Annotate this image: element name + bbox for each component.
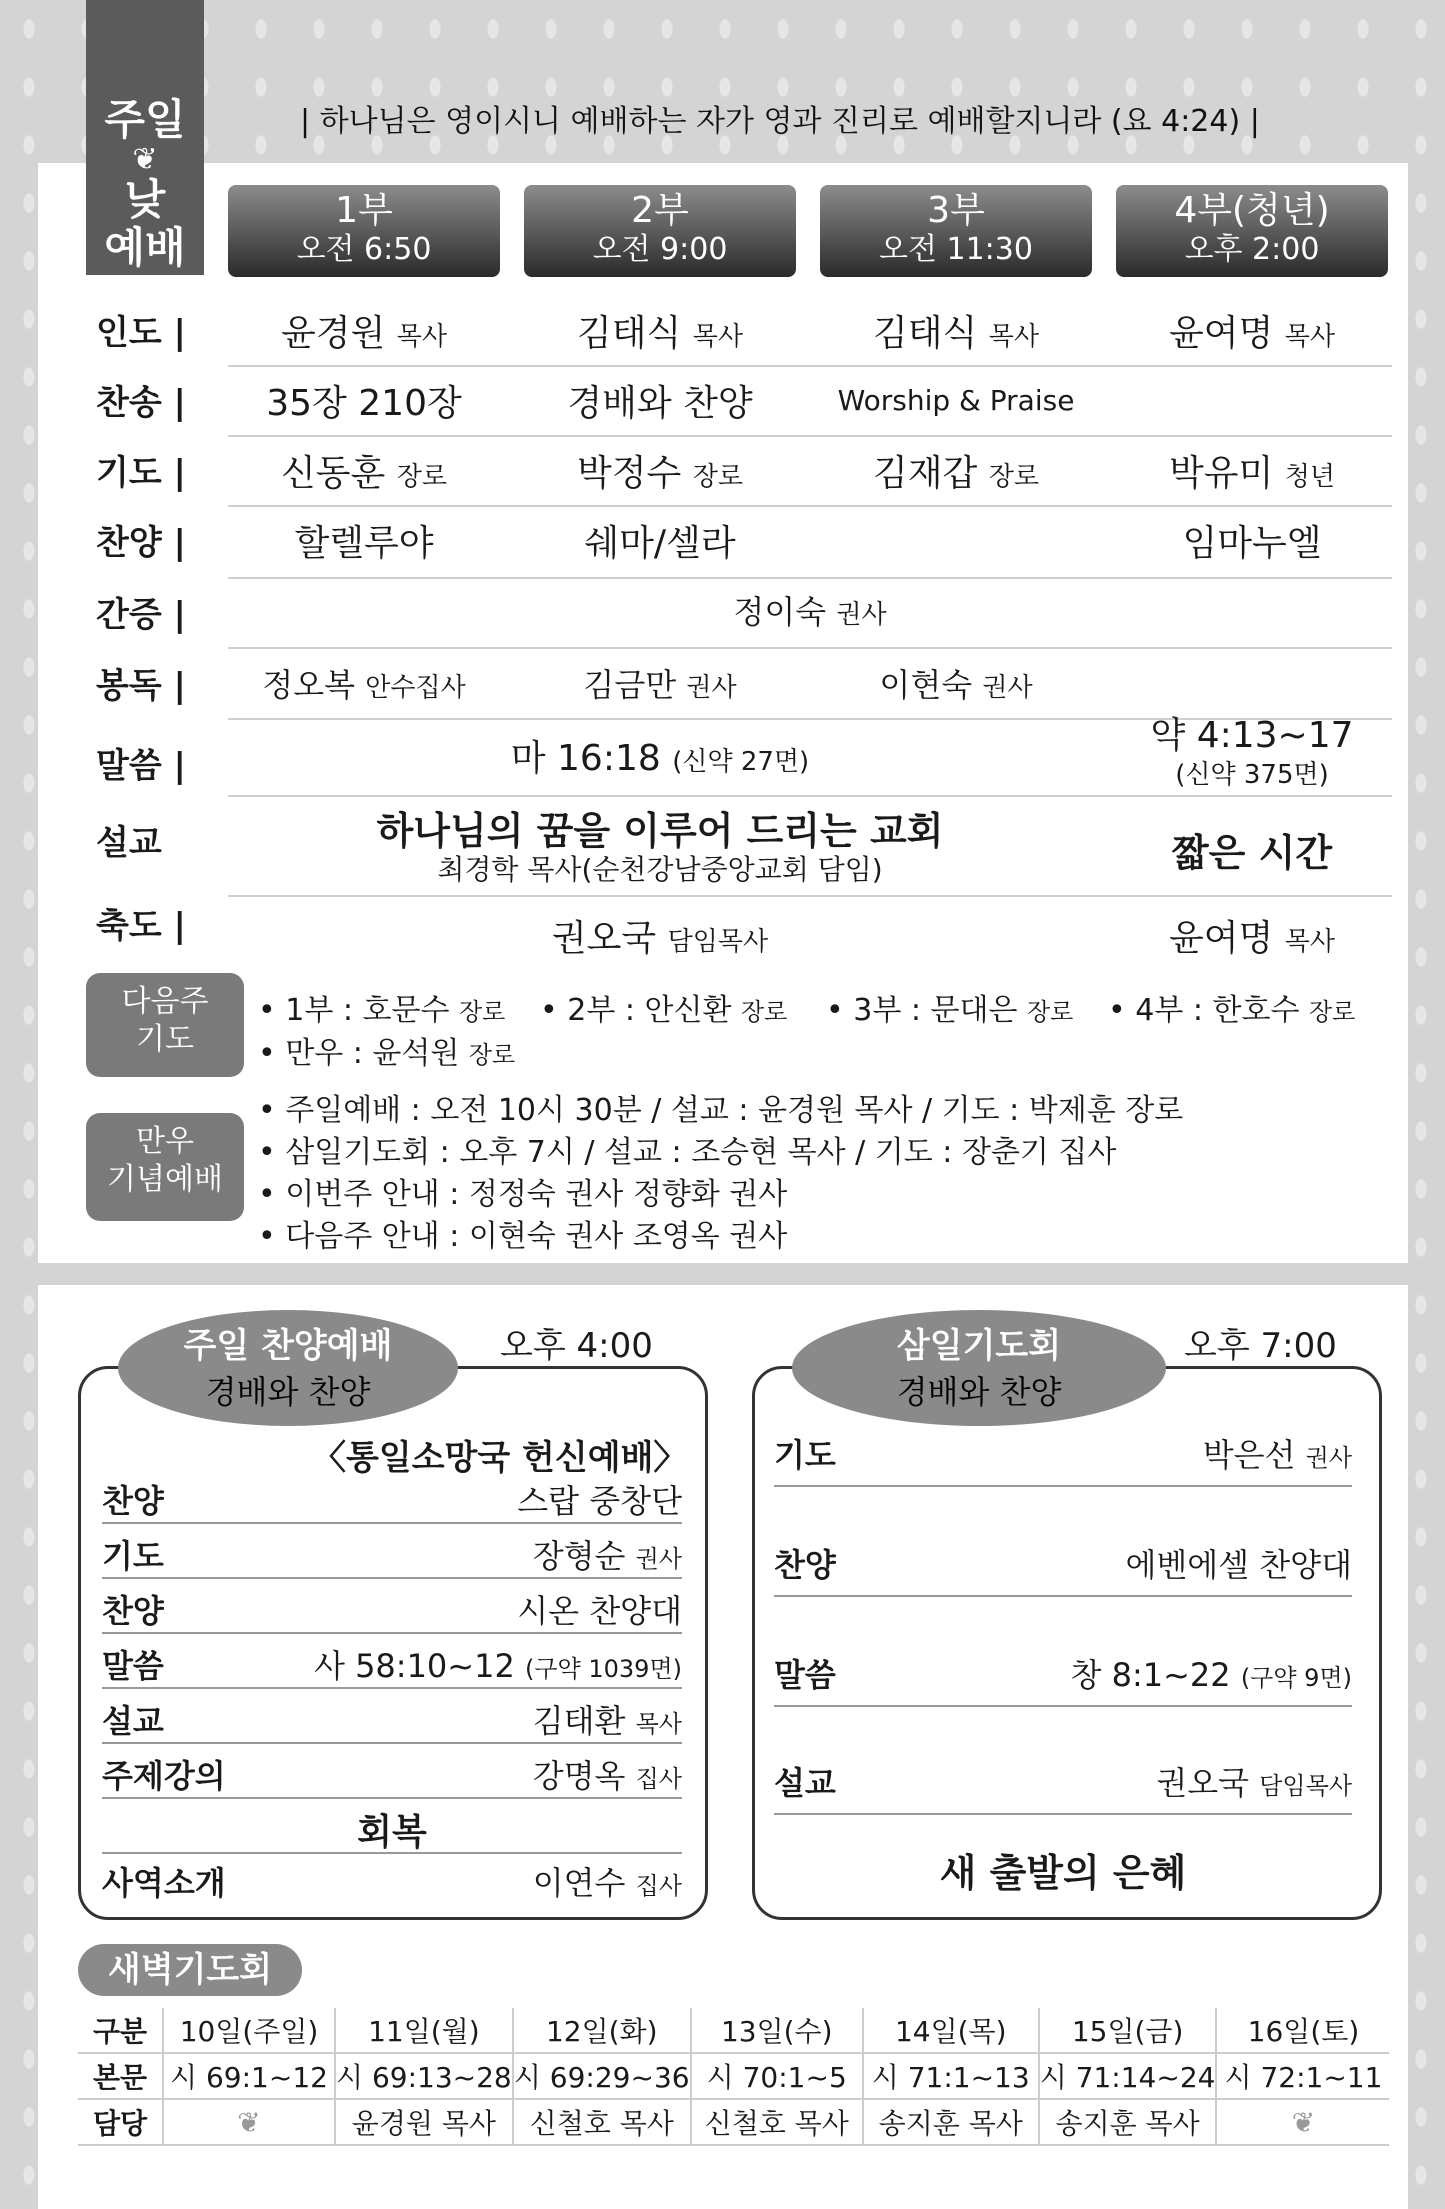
indo-4: 윤여명 목사: [1168, 313, 1335, 354]
service-name: 2부: [631, 190, 689, 231]
wednesday-sermon-title: 새 출발의 은혜: [939, 1851, 1187, 1895]
chansong-2: 경배와 찬양: [567, 383, 753, 424]
indo-2: 김태식 목사: [576, 313, 743, 354]
gido-4: 박유미 청년: [1168, 453, 1335, 494]
row-label-chansong: 찬송 |: [96, 383, 186, 423]
row-label-ganjeung: 간증 |: [96, 595, 186, 635]
tab-line1: 주일: [104, 95, 186, 144]
next-prayer-3: • 3부 : 문대은 장로: [826, 993, 1074, 1028]
wednesday-title: 삼일기도회: [896, 1326, 1062, 1366]
praise-row: 사역소개 이연수 집사: [102, 1864, 682, 1902]
chukdo-youth: 윤여명 목사: [1168, 918, 1335, 959]
service-name: 4부(청년): [1174, 190, 1330, 231]
next-prayer-label: 다음주 기도: [86, 973, 244, 1077]
divider: [102, 1632, 682, 1634]
gido-1: 신동훈 장로: [280, 453, 447, 494]
manwoo-line-4: • 다음주 안내 : 이현숙 권사 조영옥 권사: [258, 1219, 788, 1254]
manwoo-line-1: • 주일예배 : 오전 10시 30분 / 설교 : 윤경원 목사 / 기도 : 박제훈 장로: [258, 1093, 1184, 1128]
praise-row: 기도 장형순 권사: [102, 1537, 682, 1575]
leaf-icon: ❦: [1291, 2105, 1316, 2139]
divider: [774, 1705, 1352, 1707]
sermon-title: 하나님의 꿈을 이루어 드리는 교회: [376, 809, 944, 853]
manwoo-line-3: • 이번주 안내 : 정정숙 권사 정향화 권사: [258, 1177, 788, 1212]
bongdok-1: 정오복 안수집사: [262, 666, 466, 704]
row-label-chanyang: 찬양 |: [96, 523, 186, 563]
service-name: 3부: [927, 190, 985, 231]
dawn-prayer-table: [78, 2008, 1389, 2146]
praise-time: 오후 4:00: [500, 1326, 653, 1366]
next-prayer-4: • 4부 : 한호수 장로: [1108, 993, 1356, 1028]
praise-row: 찬양 시온 찬양대: [102, 1592, 682, 1630]
wednesday-row: 찬양 에벤에셀 찬양대: [774, 1546, 1352, 1584]
tab-line3: 예배: [104, 223, 186, 272]
chanyang-4: 임마누엘: [1182, 523, 1322, 564]
praise-row: 말씀 사 58:10~12 (구약 1039면): [102, 1647, 682, 1685]
service-time: 오후 2:00: [1184, 232, 1320, 267]
next-prayer-2: • 2부 : 안신환 장로: [540, 993, 788, 1028]
praise-row: 찬양 스랍 중창단: [102, 1482, 682, 1520]
divider: [102, 1522, 682, 1524]
chanyang-2: 쉐마/셀라: [584, 523, 736, 564]
chukdo-main: 권오국 담임목사: [551, 918, 769, 959]
dawn-prayer-title: 새벽기도회: [78, 1944, 302, 1996]
divider: [228, 647, 1392, 649]
manwoo-line-2: • 삼일기도회 : 오후 7시 / 설교 : 조승현 목사 / 기도 : 장춘기 집사: [258, 1135, 1117, 1170]
wednesday-time: 오후 7:00: [1184, 1326, 1337, 1366]
indo-1: 윤경원 목사: [280, 313, 447, 354]
next-prayer-5: • 만우 : 윤석원 장로: [258, 1036, 516, 1071]
praise-row: 설교 김태환 목사: [102, 1702, 682, 1740]
wednesday-row: 설교 권오국 담임목사: [774, 1764, 1352, 1802]
manwoo-label: 만우 기념예배: [86, 1113, 244, 1221]
chansong-3: Worship & Praise: [837, 384, 1075, 417]
divider: [228, 895, 1392, 897]
row-label-indo: 인도 |: [96, 313, 186, 353]
next-prayer-1: • 1부 : 호문수 장로: [258, 993, 506, 1028]
table-row: 구분 10일(주일) 11일(월) 12일(화) 13일(수) 14일(목) 15일(금) 16일(토): [78, 2008, 1389, 2053]
divider: [774, 1813, 1352, 1815]
leaf-icon: ❦: [132, 142, 158, 177]
divider: [774, 1485, 1352, 1487]
praise-row: 주제강의 강명옥 집사: [102, 1757, 682, 1795]
table-row: 본문 시 69:1~12 시 69:13~28 시 69:29~36 시 70:1~5 시 71:1~13 시 71:14~24 시 72:1~11: [78, 2053, 1389, 2099]
divider: [102, 1742, 682, 1744]
service-header-2: [524, 185, 796, 277]
gido-2: 박정수 장로: [576, 453, 743, 494]
divider: [228, 435, 1392, 437]
chanyang-1: 할렐루야: [294, 523, 434, 564]
ganjeung: 정이숙 권사: [733, 593, 887, 631]
praise-sub: 경배와 찬양: [205, 1373, 371, 1411]
praise-title: 주일 찬양예배: [183, 1326, 393, 1366]
praise-sermon-title: 회복: [357, 1812, 427, 1853]
praise-special: 〈통일소망국 헌신예배〉: [312, 1438, 688, 1478]
bongdok-3: 이현숙 권사: [879, 666, 1033, 704]
wednesday-row: 기도 박은선 권사: [774, 1436, 1352, 1474]
bongdok-2: 김금만 권사: [583, 666, 737, 704]
malsseum-main: 마 16:18 (신약 27면): [510, 738, 810, 779]
tab-line2: 낮: [124, 175, 166, 224]
row-label-seolgyo: 설교: [96, 823, 162, 863]
service-name: 1부: [335, 190, 393, 231]
wednesday-row: 말씀 창 8:1~22 (구약 9면): [774, 1656, 1352, 1694]
divider: [102, 1577, 682, 1579]
service-header-1: [228, 185, 500, 277]
gido-3: 김재갑 장로: [872, 453, 1039, 494]
divider: [228, 505, 1392, 507]
sunday-service-tab: [86, 0, 204, 275]
praise-service-oval: [118, 1310, 458, 1426]
divider: [102, 1687, 682, 1689]
wednesday-sub: 경배와 찬양: [896, 1373, 1062, 1411]
service-header-3: [820, 185, 1092, 277]
scripture-verse: | 하나님은 영이시니 예배하는 자가 영과 진리로 예배할지니라 (요 4:24) |: [300, 104, 1260, 139]
wednesday-oval: [792, 1310, 1166, 1426]
indo-3: 김태식 목사: [872, 313, 1039, 354]
service-time: 오전 6:50: [296, 232, 432, 267]
divider: [774, 1595, 1352, 1597]
row-label-malsseum: 말씀 |: [96, 746, 186, 786]
service-header-4: [1116, 185, 1388, 277]
malsseum-youth: 약 4:13~17 (신약 375면): [1150, 715, 1354, 790]
row-label-bongdok: 봉독 |: [96, 666, 186, 706]
service-time: 오전 9:00: [592, 232, 728, 267]
divider: [102, 1852, 682, 1854]
chansong-1: 35장 210장: [266, 383, 462, 424]
leaf-icon: ❦: [237, 2105, 261, 2139]
divider: [102, 1797, 682, 1799]
table-row: 담당 ❦ 윤경원 목사 신철호 목사 신철호 목사 송지훈 목사 송지훈 목사 ❦: [78, 2099, 1389, 2145]
divider: [228, 795, 1392, 797]
service-time: 오전 11:30: [879, 232, 1033, 267]
row-label-gido: 기도 |: [96, 453, 186, 493]
sermon-youth: 짧은 시간: [1171, 831, 1333, 875]
row-label-chukdo: 축도 |: [96, 906, 186, 946]
sermon-preacher: 최경학 목사(순천강남중앙교회 담임): [437, 853, 883, 886]
divider: [228, 577, 1392, 579]
divider: [228, 365, 1392, 367]
